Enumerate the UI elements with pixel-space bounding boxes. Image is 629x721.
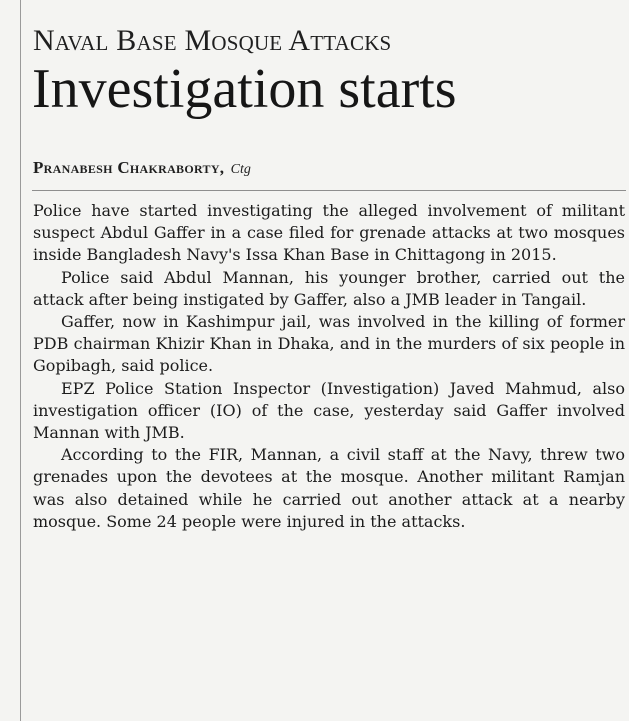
paragraph-1: Police have started investigating the alleged involvement of militant suspect Abdul Gaffer in a case filed for grenade attacks at two mosques inside Bangladesh Navy's Issa Khan Base in Chittagong in 2015. bbox=[33, 201, 625, 265]
headline: Investigation starts bbox=[32, 58, 457, 120]
kicker-heading: Naval Base Mosque Attacks bbox=[33, 24, 392, 57]
news-clipping bbox=[20, 0, 629, 721]
byline-location: Ctg bbox=[230, 162, 251, 177]
paragraph-5: According to the FIR, Mannan, a civil staff at the Navy, threw two grenades upon the devotees at the mosque. Another militant Ramjan was also detained while he carried out another attack at a nearby mosque. Some 24 people were injured in the attacks. bbox=[33, 445, 625, 531]
paragraph-2: Police said Abdul Mannan, his younger brother, carried out the attack after being instigated by Gaffer, also a JMB leader in Tangail. bbox=[33, 267, 625, 309]
byline-divider bbox=[32, 190, 626, 191]
paragraph-3: Gaffer, now in Kashimpur jail, was involved in the killing of former PDB chairman Khizir Khan in Dhaka, and in the murders of six people in Gopibagh, said police. bbox=[33, 312, 625, 376]
article-body bbox=[33, 200, 625, 533]
byline-author: Pranabesh Chakraborty, bbox=[33, 158, 225, 177]
paragraph-4: EPZ Police Station Inspector (Investigation) Javed Mahmud, also investigation officer (IO) of the case, yesterday said Gaffer involved Mannan with JMB. bbox=[33, 378, 625, 443]
byline bbox=[33, 158, 251, 178]
